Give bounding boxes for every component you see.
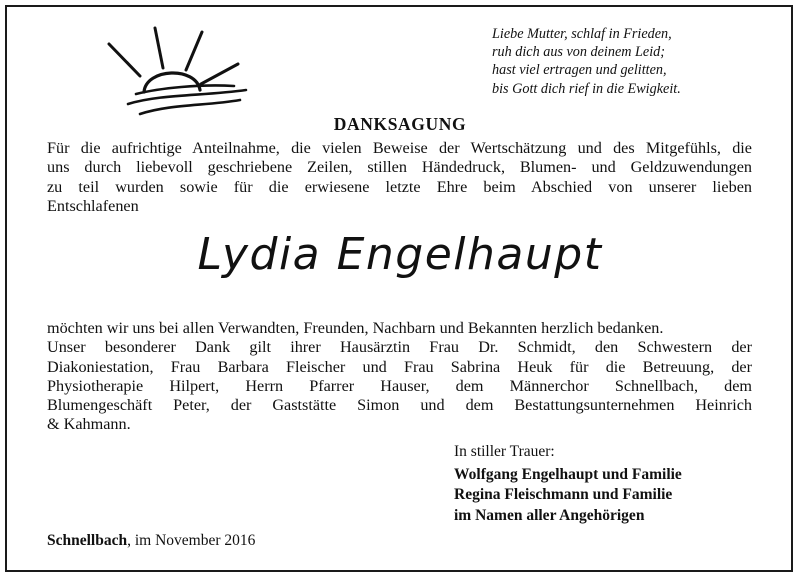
mourner-family: Wolfgang Engelhaupt und Familie (454, 465, 682, 483)
text-line: möchten wir uns bei allen Verwandten, Freunden, Nachbarn und Bekannten herzlich bedanken. (47, 319, 664, 337)
poem-line: bis Gott dich rief in die Ewigkeit. (492, 80, 681, 97)
text-line: uns durch liebevoll geschriebene Zeilen, stillen Händedruck, Blumen- und Geldzuwendungen (47, 158, 752, 177)
text-line: zu teil wurden sowie für die erwiesene letzte Ehre beim Abschied von unserer lieben (47, 177, 752, 196)
poem-line: hast viel ertragen und gelitten, (492, 62, 667, 79)
intro-paragraph (47, 139, 752, 216)
text-line: Diakoniestation, Frau Barbara Fleischer und Frau Sabrina Heuk für die Betreuung, der (47, 357, 752, 376)
text-line: Unser besonderer Dank gilt ihrer Hausärztin Frau Dr. Schmidt, den Schwestern der (47, 338, 752, 357)
place-town: Schnellbach (47, 532, 128, 549)
thanks-paragraph (47, 319, 752, 435)
notice-heading: DANKSAGUNG (333, 114, 467, 134)
memorial-poem (492, 25, 752, 98)
text-line: Physiotherapie Hilpert, Herrn Pfarrer Hauser, dem Männerchor Schnellbach, dem (47, 376, 752, 395)
mourners-lead: In stiller Trauer: (454, 443, 555, 460)
text-line: & Kahmann. (47, 415, 131, 434)
deceased-name: Lydia Engelhaupt (197, 229, 603, 280)
mourners-block (454, 442, 682, 526)
mourner-family: Regina Fleischmann und Familie (454, 486, 673, 503)
place-date-line (47, 532, 255, 550)
rising-sun-icon (100, 24, 250, 124)
place-date: , im November 2016 (127, 532, 256, 549)
poem-line: Liebe Mutter, schlaf in Frieden, (492, 26, 672, 42)
text-line: Für die aufrichtige Anteilnahme, die vielen Beweise der Wertschätzung und des Mitgefühls, die (47, 139, 752, 157)
text-line: Blumengeschäft Peter, der Gaststätte Simon und dem Bestattungsunternehmen Heinrich (47, 396, 752, 415)
text-line: Entschlafenen (47, 196, 139, 215)
mourner-family: im Namen aller Angehörigen (454, 506, 645, 524)
poem-line: ruh dich aus von deinem Leid; (492, 44, 665, 61)
